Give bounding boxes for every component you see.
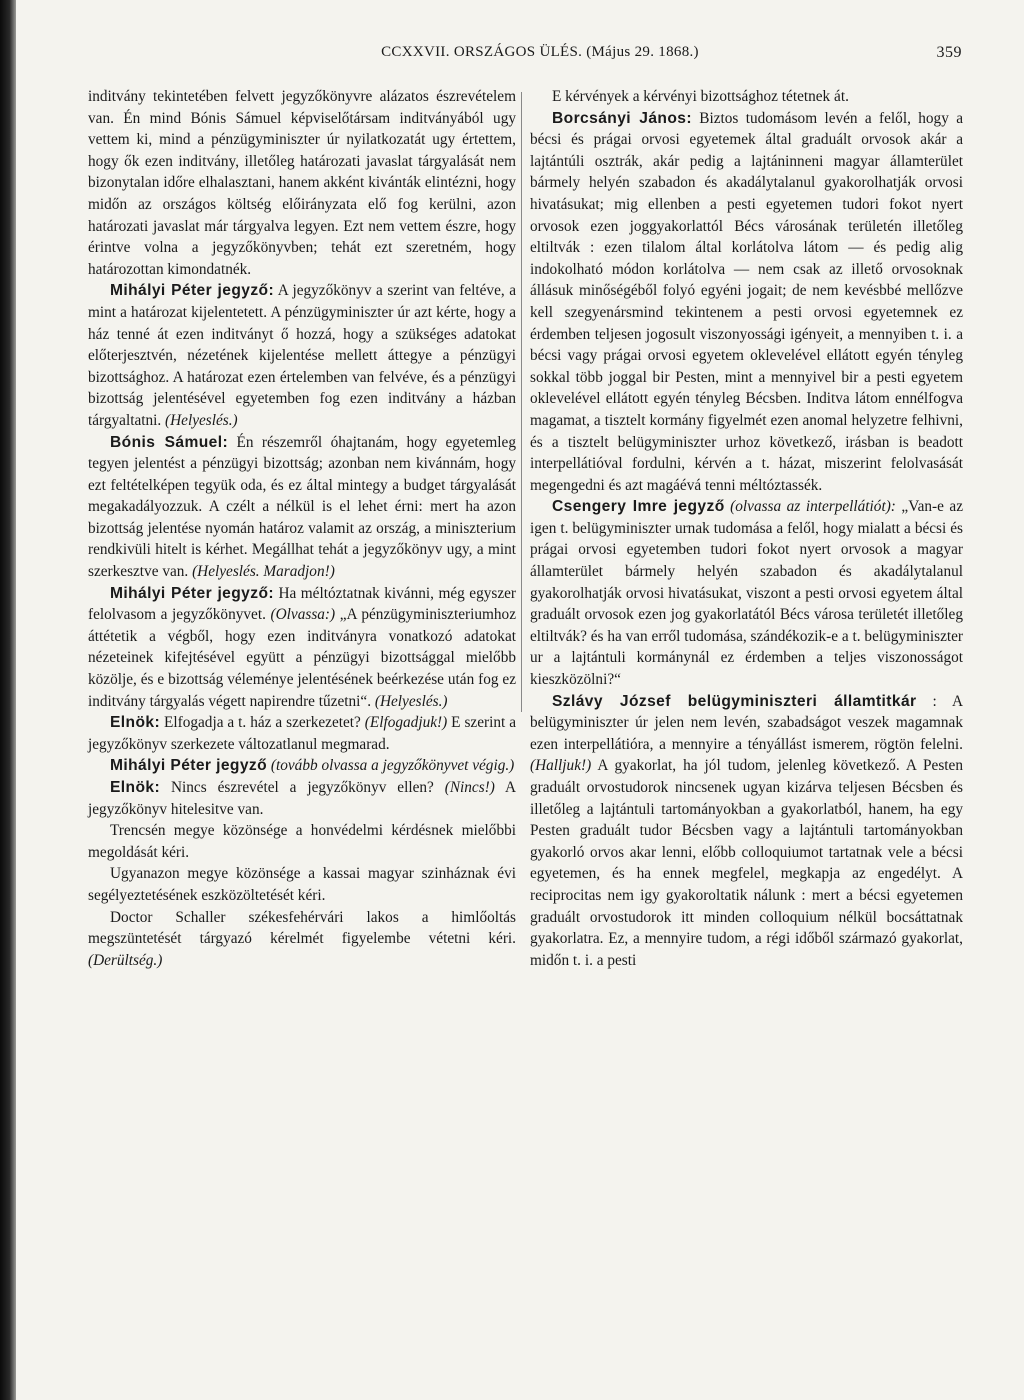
speech-text: A gyakorlat, ha jól tudom, jelenleg következő. A Pesten graduált orvostudorok nincsenek ugyan kizárva teljesen Bécsben és illetőleg a lajtántuli tartományokban a gyakorlatból, hanem, ha egy Pesten graduált tudor Bécsben vagy a lajtántuli tartományokban gyakorló orvos akar lenni, előbb colloquiumot tartatnak vele a bécsi egyetemen, és ha ennek megfelel, megkapja az engedélyt. A reciprocitas nem igy gyakoroltatik nálunk : mert a bécsi egyetemen graduált orvostudorok itt minden colloquium nélkül bocsáttatnak gyakorlatra. Ez, a mennyire tudom, a régi időből származó gyakorlat, midőn t. i. a pesti [530,757,963,969]
paragraph: E kérvények a kérvényi bizottsághoz tétetnek át. [552,88,849,105]
speech-text: Nincs észrevétel a jegyzőkönyv ellen? [160,779,445,796]
page-header [80,44,962,70]
reaction-text: (Helyeslés.) [374,692,448,710]
speaker-name: Bónis Sámuel: [110,433,229,451]
speech-text: „Van-e az igen t. belügyminiszter urnak tudomása a felől, hogy mialatt a bécsi és prágai orvosi egyetemben tudori fokot nyert orvosok a magyar államterület bármely helyén szabadon és akadálytalanul gyakorolhatják orvosi hivatásukat, viszont a pesti orvosi egyetem által graduált orvosok ezen jog gyakorlatától Bécs városa területét illetőleg eltiltvák? és ha van erről tudomása, szándékozik-e a t. belügyminiszter ur a lajtántuli kormánynál ez érdemben a teljes viszonosságot kieszközölni?“ [530,498,963,689]
right-column [530,86,963,971]
left-column [88,86,516,971]
reaction-text: (Helyeslés.) [165,411,238,429]
speaker-name: Szlávy József belügyminiszteri államtitkár [552,692,917,710]
speech-text: A jegyzőkönyv hitelesitve van. [88,779,516,818]
paragraph [530,108,963,497]
speaker-name: Csengery Imre jegyző [552,498,725,516]
speaker-name: Mihályi Péter jegyző: [110,584,274,602]
speech-text: Doctor Schaller székesfehérvári lakos a himlőoltás megszüntetését tárgyazó kérelmét figyelembe vétetni kéri. [88,908,516,948]
reaction-text: (Derültség.) [88,951,163,969]
page-binding-edge [0,0,16,1400]
stage-direction: (olvassa az interpellátiót): [724,498,896,516]
speech-text: Elfogadja a t. ház a szerkezetet? [160,714,365,732]
paragraph [530,691,963,972]
paragraph [530,496,963,690]
speaker-name: Mihályi Péter jegyző: [110,282,275,300]
paragraph [88,583,516,713]
column-divider [521,92,522,712]
speech-text: „A pénzügyminiszteriumhoz áttétetik a végből, hogy ezen inditványra vonatkozó adatokat nézeteinek kifejtésével együtt a pénzügyi bizottsággal mielőbb közölje, és e bizottság véleménye jelentésének beérkezése után fog ez inditvány tárgyalás végett napirendre tűzetni“. [88,606,516,710]
paragraph: Ugyanazon megye közönsége a kassai magyar szinháznak évi segélyeztetésének eszközöltetését kéri. [88,865,516,904]
speaker-name: Borcsányi János: [552,109,692,127]
paragraph [88,755,516,777]
paragraph [88,280,516,431]
speaker-name: Elnök: [110,779,161,796]
paragraph [88,777,516,820]
speech-text: Én részemről óhajtanám, hogy egyetemleg tegyen jelentést a pénzügyi bizottság; azonban nem kivánnám, hogy ezt feltételképen tegyük oda, és ez által mintegy a budget tárgyalását megakadályozzuk. A czélt a nélkül is el lehet érni: mert ha azon bizottság jelentése nyomán határoz valamit az ország, a miniszterium rendkivüli hitelt is kérhet. Megállhat tehát a jegyzőkönyv ugy, a mint szerkesztve van. [88,433,516,581]
running-title: CCXXVII. ORSZÁGOS ÜLÉS. (Május 29. 1868.) [381,44,699,60]
speech-text: A jegyzőkönyv a szerint van feltéve, a mint a határozat kijelentetett. A pénzügyminiszter úr azt kérte, hogy a ház tenné át ezen inditványt ő hozzá, hogy a szükséges adatokat előterjesztvén, nézetének kijelentése mellett áttegye a pénzügyi bizottsághoz. A határozat ezen értelemben van felvéve, és a pénzügyi bizottság jelentésével egyetemben fog ezen inditvány a házban tárgyaltatni. [88,282,516,429]
paragraph: Trencsén megye közönsége a honvédelmi kérdésnek mielőbbi megoldását kéri. [88,822,516,861]
stage-direction: (tovább olvassa a jegyzőkönyvet végig.) [267,757,515,775]
paragraph [88,712,516,755]
speech-text: E szerint a jegyzőkönyv szerkezete változatlanul megmarad. [88,714,516,753]
paragraph [88,432,516,583]
reaction-text: (Helyeslés. Maradjon!) [192,563,335,581]
speaker-name: Mihályi Péter jegyző [110,757,268,775]
speech-text: Biztos tudomásom levén a felől, hogy a bécsi és prágai orvosi egyetemek által graduált orvosok akár a lajtántúli osztrák, akár pedig a lajtáninneni magyar államterület bármely helyén szabadon és akadálytalanul gyakorolhatják orvosi hivatásukat; mig ellenben a pesti egyetemen tudori fokot nyert orvosok ezen joggyakorlattól Bécs városának területén illetőleg eltiltvák : ezen tilalom által korlátolva látom — és pedig alig indokolható módon korlátolva — nem csak az illető orvosoknak állásuk minőségéből folyó egyéni jogait; de nem kevésbbé mellőzve kell szegyenársmind tekintenem a pesti orvosi egyetemnek ez érdemben teljesen jogosult viszonyossági igényeit, a mennyiben t. i. a bécsi vagy prágai orvosi egyetem oklevelével ellátott egyén tényleg sokkal több joggal bir Pesten, mint a mennyivel bir a pesti egyetem oklevelével ellátott egyén tényleg Bécsben. Inditva látom ennélfogva magamat, a tisztelt kormány figyelmét ezen anomal helyzetre felhivni, és a tisztelt belügyminiszter urhoz következő, irásban is beadott interpellátióval fordulni, kérvén a t. házat, miszerint felolvasását megengedni és azt magáévá tenni méltóztassék. [530,109,963,494]
reaction-text: (Halljuk!) [530,757,592,775]
speech-text: Ha méltóztatnak kivánni, még egyszer felolvasom a jegyzőkönyvet. [88,584,516,624]
stage-direction: (Olvassa:) [270,606,336,624]
page-number: 359 [936,44,962,61]
reaction-text: (Elfogadjuk!) [364,714,448,732]
paragraph: inditvány tekintetében felvett jegyzőkönyvre alázatos észrevételem van. Én mind Bónis Sámuel képviselőtársam inditványából ugy vettem ki, mind a pénzügyminiszter úr nyilatkozatát ugy értettem, hogy ők ezen inditvány, illetőleg határozati javaslat tárgyalását nem bizonytalan időre elhalasztani, hanem akként kivánták elintézni, hogy midőn az országos költség előirányzata elő fog kerülni, azon határozati javaslat már tárgyalva legyen. Ezt nem vettem észre, hogy érintve volna a jegyzőkönyvben; tehát ezt szeretném, hogy határozottan kimondatnék. [88,88,516,278]
paragraph [88,907,516,972]
speech-text: : A belügyminiszter úr jelen nem levén, szabadságot veszek magamnak ezen interpellátióra, a mennyire a tényállást ismerem, rögtön felelni. [530,692,963,753]
reaction-text: (Nincs!) [444,779,495,796]
speaker-name: Elnök: [110,714,161,732]
